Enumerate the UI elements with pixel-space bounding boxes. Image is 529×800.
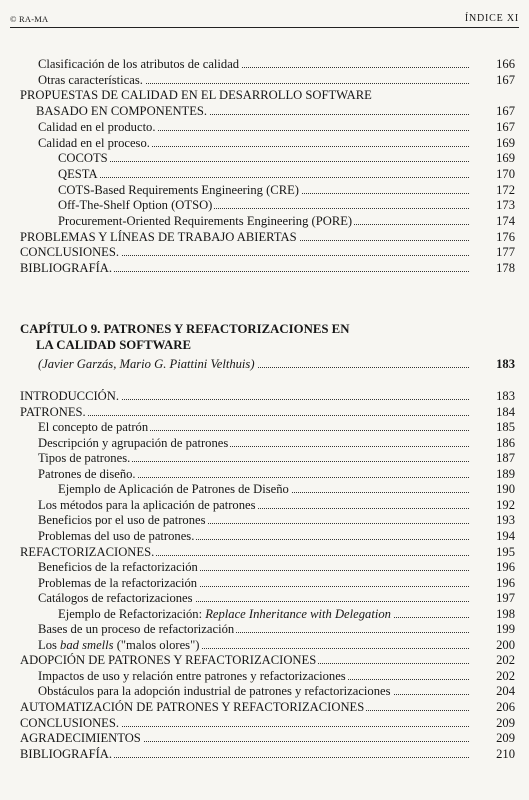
toc-entry-title: INTRODUCCIÓN. bbox=[20, 389, 119, 403]
toc-entry bbox=[0, 404, 529, 420]
toc-entry-title: COTS-Based Requirements Engineering (CRE) bbox=[58, 182, 299, 197]
dot-leader bbox=[62, 161, 469, 162]
toc-page-number: 166 bbox=[496, 57, 515, 71]
toc-entry bbox=[0, 56, 529, 72]
toc-entry-title: BIBLIOGRAFÍA. bbox=[20, 746, 113, 761]
chapter-title-line-1: CAPÍTULO 9. PATRONES Y REFACTORIZACIONES EN bbox=[20, 322, 350, 336]
toc-entry bbox=[0, 544, 529, 560]
chapter-start-page: 183 bbox=[496, 357, 515, 371]
toc-page-number: 196 bbox=[496, 560, 515, 575]
toc-entry-title: Calidad en el proceso. bbox=[38, 135, 150, 150]
toc-entry-title: Clasificación de los atributos de calidad bbox=[38, 57, 240, 71]
toc-entry bbox=[0, 528, 529, 544]
toc-page-number: 176 bbox=[496, 229, 515, 244]
toc-entry-title: Ejemplo de Aplicación de Patrones de Diseño bbox=[58, 482, 289, 497]
chapter-heading bbox=[20, 321, 349, 353]
toc-entry bbox=[0, 746, 529, 762]
toc-entry bbox=[0, 150, 529, 166]
toc-entry-title: Beneficios de la refactorización bbox=[38, 560, 198, 575]
toc-entry bbox=[0, 119, 529, 135]
toc-page-number: 200 bbox=[496, 637, 515, 652]
toc-entry-title: Problemas del uso de patrones. bbox=[38, 528, 195, 543]
toc-entry bbox=[0, 481, 529, 497]
chapter-authors: (Javier Garzás, Mario G. Piattini Velthuis) bbox=[38, 357, 255, 371]
toc-page-number: 177 bbox=[496, 245, 515, 260]
toc-entry bbox=[0, 166, 529, 182]
toc-entry-title: BASADO EN COMPONENTES. bbox=[36, 104, 208, 119]
toc-entry bbox=[0, 197, 529, 213]
toc-page-number: 167 bbox=[496, 119, 515, 134]
toc-entry bbox=[0, 730, 529, 746]
toc-entry-title: CONCLUSIONES. bbox=[20, 715, 120, 730]
toc-entry-title: Procurement-Oriented Requirements Engineering (PORE) bbox=[58, 214, 353, 228]
toc-entry bbox=[0, 637, 529, 653]
toc-entry-title: QESTA bbox=[58, 166, 98, 181]
toc-page-number: 174 bbox=[496, 214, 515, 228]
toc-entry bbox=[0, 435, 529, 451]
toc-entry bbox=[0, 559, 529, 575]
toc-page-number: 184 bbox=[496, 404, 515, 419]
toc-page-number: 189 bbox=[496, 466, 515, 481]
toc-page-number: 192 bbox=[496, 497, 515, 512]
toc-entry bbox=[0, 606, 529, 622]
toc-page-number: 169 bbox=[496, 151, 515, 166]
toc-page-number: 178 bbox=[496, 261, 515, 276]
toc-entry-title: BIBLIOGRAFÍA. bbox=[20, 261, 113, 276]
toc-entry bbox=[0, 182, 529, 198]
toc-entry-title: PROBLEMAS Y LÍNEAS DE TRABAJO ABIERTAS bbox=[20, 229, 297, 244]
toc-page-number: 209 bbox=[496, 731, 515, 746]
toc-entry-title: Bases de un proceso de refactorización bbox=[38, 622, 235, 637]
toc-entry bbox=[0, 450, 529, 466]
toc-entry bbox=[0, 715, 529, 731]
chapter-title-line-2: LA CALIDAD SOFTWARE bbox=[36, 338, 192, 352]
toc-page-number: 209 bbox=[496, 715, 515, 730]
toc-entry-title: Problemas de la refactorización bbox=[38, 575, 198, 590]
toc-page-number: 210 bbox=[496, 746, 515, 761]
toc-entry bbox=[0, 244, 529, 260]
toc-entry-title: Beneficios por el uso de patrones bbox=[38, 513, 206, 528]
toc-entry-title: Impactos de uso y relación entre patrones y refactorizaciones bbox=[38, 668, 346, 683]
toc-entry-title: Obstáculos para la adopción industrial de patrones y refactorizaciones bbox=[38, 684, 391, 699]
toc-page-number: 206 bbox=[496, 700, 515, 714]
toc-entry bbox=[0, 621, 529, 637]
toc-entry-title: Calidad en el producto. bbox=[38, 119, 156, 134]
toc-page-number: 194 bbox=[496, 528, 515, 543]
toc-entry bbox=[0, 683, 529, 699]
toc-entry-title: ADOPCIÓN DE PATRONES Y REFACTORIZACIONES bbox=[20, 653, 317, 668]
toc-entry bbox=[0, 590, 529, 606]
toc-page-number: 197 bbox=[496, 591, 515, 606]
toc-entry-title: Tipos de patrones. bbox=[38, 451, 131, 466]
toc-page-number: 187 bbox=[496, 451, 515, 466]
toc-page-number: 173 bbox=[496, 198, 515, 213]
toc-page-number: 172 bbox=[496, 182, 515, 197]
toc-entry bbox=[0, 652, 529, 668]
toc-entry-title: REFACTORIZACIONES. bbox=[20, 544, 155, 559]
toc-entry bbox=[0, 575, 529, 591]
toc-entry-title: Descripción y agrupación de patrones bbox=[38, 435, 229, 450]
toc-entry bbox=[0, 419, 529, 435]
toc-entry bbox=[0, 512, 529, 528]
toc-page-number: 190 bbox=[496, 482, 515, 497]
toc-entry-title: AGRADECIMIENTOS bbox=[20, 731, 141, 746]
publisher-mark: © RA-MA bbox=[10, 14, 49, 24]
toc-page-number: 185 bbox=[496, 420, 515, 435]
toc-entry bbox=[0, 135, 529, 151]
index-page-label: ÍNDICE XI bbox=[464, 13, 519, 24]
toc-entry-title: Otras características. bbox=[38, 72, 143, 87]
toc-page-number: 202 bbox=[496, 668, 515, 683]
toc-entry bbox=[0, 260, 529, 276]
toc-page-number: 198 bbox=[496, 606, 515, 621]
toc-entry bbox=[0, 497, 529, 513]
toc-entry-title: PROPUESTAS DE CALIDAD EN EL DESARROLLO SOFTWARE bbox=[20, 88, 372, 103]
toc-entry-title: AUTOMATIZACIÓN DE PATRONES Y REFACTORIZACIONES bbox=[20, 700, 365, 714]
toc-entry bbox=[0, 466, 529, 482]
toc-entry bbox=[0, 103, 529, 119]
dot-leader bbox=[62, 177, 469, 178]
toc-page-number: 199 bbox=[496, 622, 515, 637]
toc-entry bbox=[0, 72, 529, 88]
toc-page-number: 167 bbox=[496, 72, 515, 87]
toc-page-number: 183 bbox=[496, 389, 515, 403]
toc-page-number: 195 bbox=[496, 544, 515, 559]
toc-entry-title: COCOTS bbox=[58, 151, 108, 166]
toc-entry-title: Los métodos para la aplicación de patrones bbox=[38, 497, 256, 512]
toc-page-number: 193 bbox=[496, 513, 515, 528]
toc-page-number: 202 bbox=[496, 653, 515, 668]
toc-entry bbox=[0, 699, 529, 715]
toc-page-number: 186 bbox=[496, 435, 515, 450]
toc-entry-title: Ejemplo de Refactorización: Replace Inheritance with Delegation bbox=[58, 606, 391, 621]
toc-entry-title: Catálogos de refactorizaciones bbox=[38, 591, 193, 606]
toc-entry-title: PATRONES. bbox=[20, 404, 86, 419]
toc-page-number: 167 bbox=[496, 104, 515, 119]
toc-page-number: 196 bbox=[496, 575, 515, 590]
chapter-authors-entry bbox=[0, 356, 529, 372]
toc-entry-title: Patrones de diseño. bbox=[38, 466, 136, 481]
toc-entry-title: CONCLUSIONES. bbox=[20, 245, 120, 260]
toc-page-number: 204 bbox=[496, 684, 515, 699]
toc-entry bbox=[0, 388, 529, 404]
toc-entry-title: Los bad smells ("malos olores") bbox=[38, 637, 200, 652]
toc-entry-title: El concepto de patrón bbox=[38, 420, 149, 435]
toc-entry bbox=[0, 668, 529, 684]
toc-entry bbox=[0, 229, 529, 245]
toc-page-number: 170 bbox=[496, 166, 515, 181]
toc-page-number: 169 bbox=[496, 135, 515, 150]
toc-entry-title: Off-The-Shelf Option (OTSO) bbox=[58, 198, 213, 213]
toc-entry bbox=[0, 87, 529, 103]
dot-leader bbox=[24, 415, 469, 416]
toc-entry bbox=[0, 213, 529, 229]
